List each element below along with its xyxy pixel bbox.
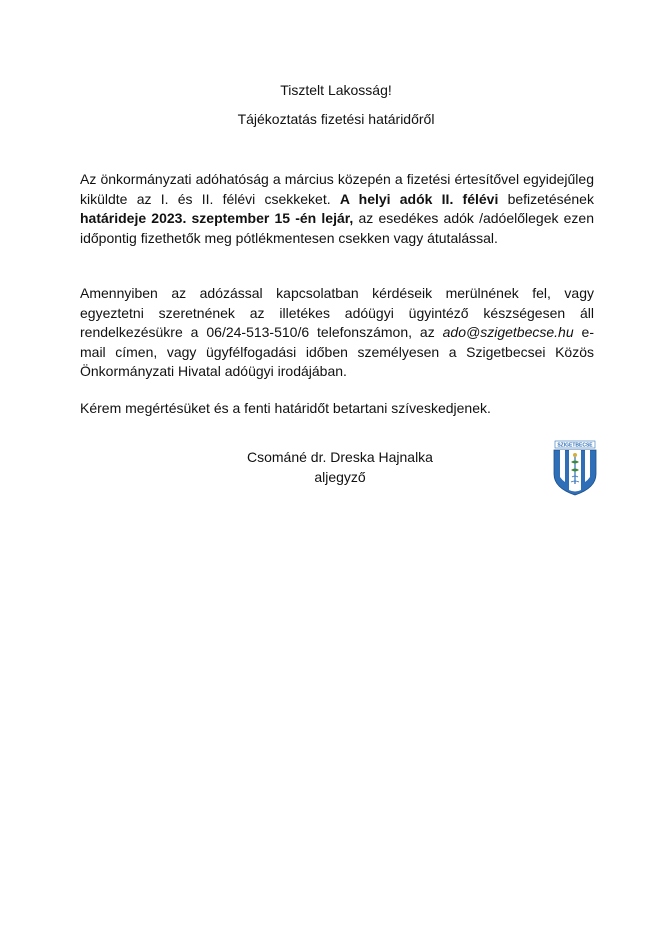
greeting-heading: Tisztelt Lakosság!	[280, 82, 392, 98]
email-link[interactable]: ado@szigetbecse.hu	[442, 324, 574, 340]
p1-bold-1: A helyi adók II. félévi	[339, 190, 499, 207]
p1-text-1: Az önkormányzati adóhatóság a március közepén a fizetési értesítővel egyidejűleg kiküldte az I. és II. félévi csekkeket.	[80, 171, 594, 207]
p1-bold-2: határideje 2023. szeptember 15 -én lejár,	[80, 210, 354, 226]
p1-text-3: az esedékes adók /adóelőlegek ezen időpontig fizethetők meg pótlékmentesen csekken vagy átutalással.	[80, 210, 595, 246]
subtitle-heading: Tájékoztatás fizetési határidőről	[237, 111, 435, 127]
signature-name: Csománé dr. Dreska Hajnalka	[247, 449, 433, 465]
coat-of-arms-icon	[551, 440, 599, 496]
paragraph-deadline	[80, 170, 594, 248]
crest-banner-text: SZIGETBECSE	[557, 442, 593, 449]
paragraph-contact	[80, 284, 594, 382]
signature-block	[210, 447, 470, 487]
signature-title: aljegyző	[314, 469, 366, 485]
p1-text-2: befizetésének	[498, 190, 594, 207]
p2-text-2: e-mail címen, vagy ügyfélfogadási időben személyesen a Szigetbecsei Közös Önkormányzati Hivatal adóügyi irodájában.	[80, 324, 594, 379]
p2-text-1: Amennyiben az adózással kapcsolatban kérdéseik merülnének fel, vagy egyeztetni szeretnének az illetékes adóügyi ügyintéző készségesen áll rendelkezésükre a 06/24-513-510/6 telefonszámon, az	[80, 285, 594, 340]
paragraph-closing: Kérem megértésüket és a fenti határidőt betartani szíveskedjenek.	[80, 400, 491, 416]
